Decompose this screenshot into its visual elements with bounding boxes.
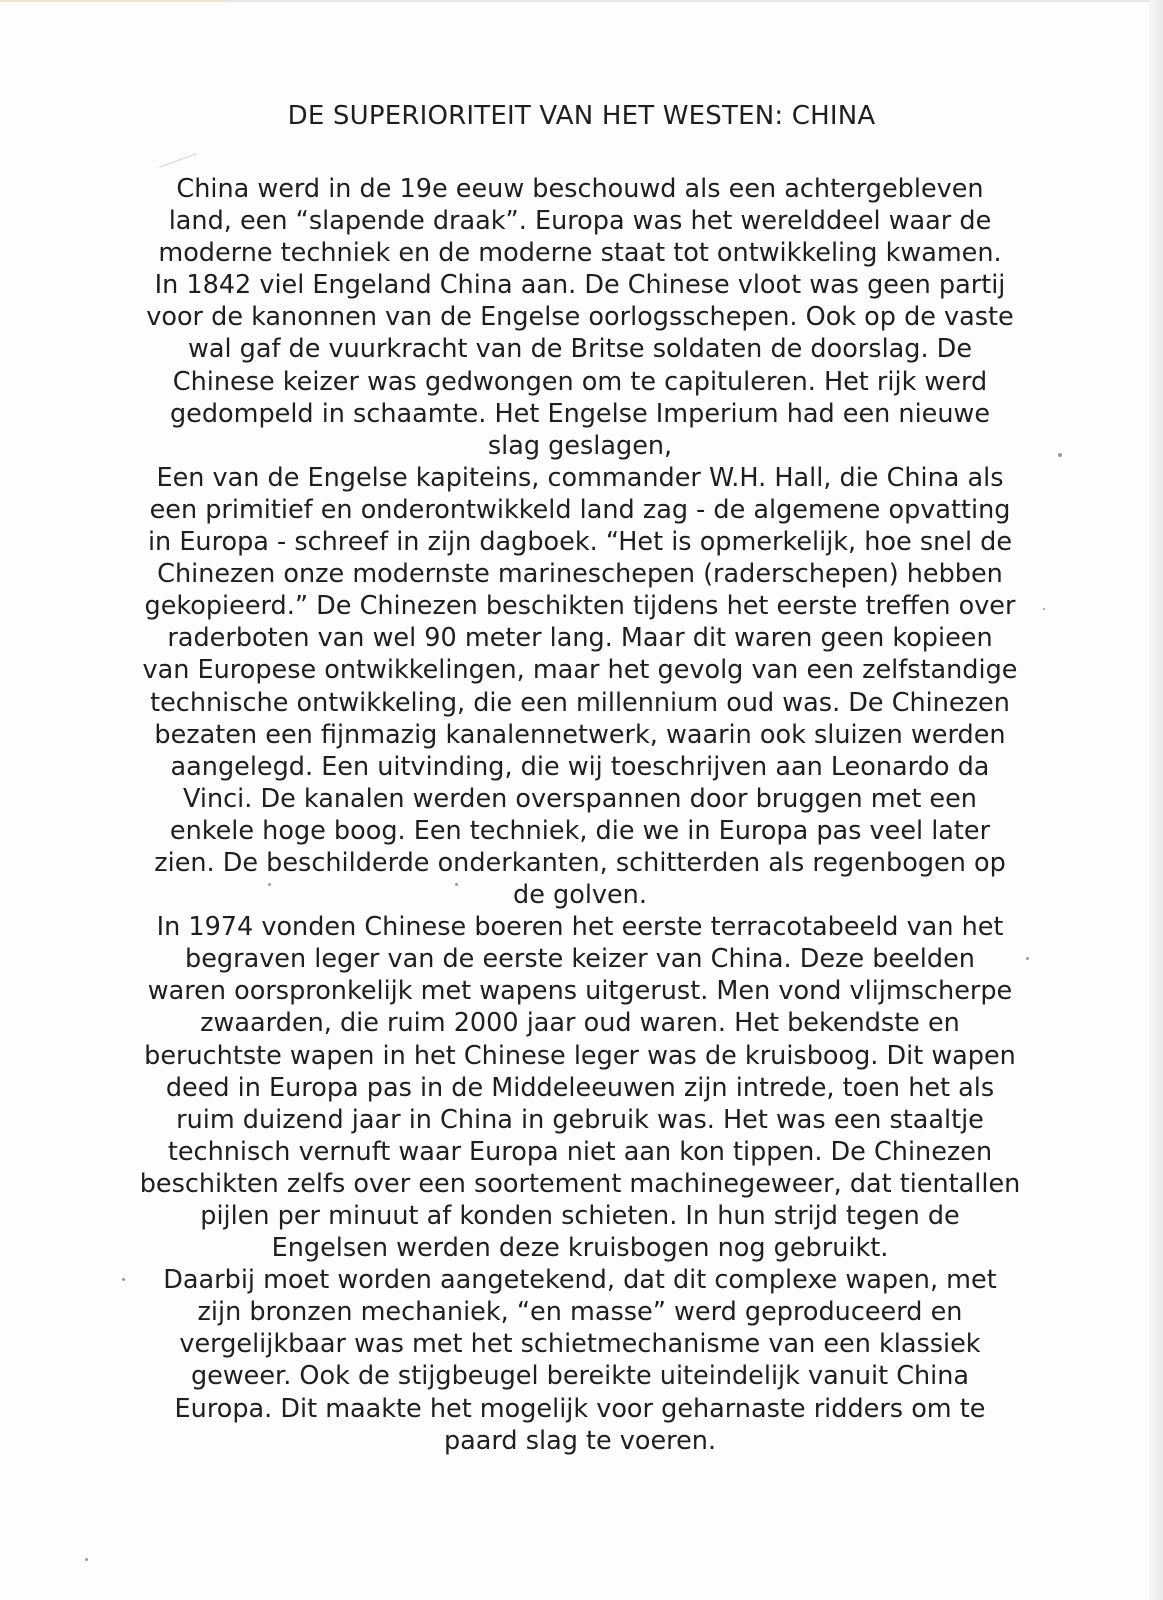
text-line: zien. De beschilderde onderkanten, schitterden als regenbogen op	[154, 847, 1006, 878]
scan-edge-right	[1149, 0, 1163, 1600]
text-line: zwaarden, die ruim 2000 jaar oud waren. Het bekendste en	[200, 1008, 960, 1039]
scan-speck	[122, 1278, 125, 1281]
text-line: Europa. Dit maakte het mogelijk voor geharnaste ridders om te	[174, 1393, 986, 1424]
text-line: geweer. Ook de stijgbeugel bereikte uiteindelijk vanuit China	[190, 1361, 970, 1392]
text-line: gekopieerd.” De Chinezen beschikten tijdens het eerste treffen over	[144, 591, 1016, 622]
text-line: vergelijkbaar was met het schietmechanisme van een klassiek	[179, 1329, 981, 1360]
scan-speck	[85, 1558, 88, 1561]
scan-speck	[268, 883, 271, 886]
text-line: deed in Europa pas in de Middeleeuwen zijn intrede, toen het als	[165, 1072, 995, 1103]
scan-edge-tint	[0, 0, 226, 2]
text-line: In 1974 vonden Chinese boeren het eerste terracotabeeld van het	[156, 912, 1004, 943]
text-line: Chinezen onze modernste marineschepen (raderschepen) hebben	[157, 559, 1003, 590]
text-line: zijn bronzen mechaniek, “en masse” werd geproduceerd en	[197, 1297, 963, 1328]
text-line: Daarbij moet worden aangetekend, dat dit complexe wapen, met	[163, 1265, 997, 1296]
text-line: gedompeld in schaamte. Het Engelse Imperium had een nieuwe	[169, 398, 991, 429]
text-line: beschikten zelfs over een soortement machinegeweer, dat tientallen	[139, 1168, 1021, 1199]
text-line: paard slag te voeren.	[443, 1425, 717, 1456]
text-line: enkele hoge boog. Een techniek, die we in Europa pas veel later	[169, 815, 991, 846]
text-line: waren oorspronkelijk met wapens uitgerust. Men vond vlijmscherpe	[147, 976, 1013, 1007]
text-line: ruim duizend jaar in China in gebruik was. Het was een staaltje	[176, 1104, 984, 1135]
text-line: een primitief en onderontwikkeld land zag - de algemene opvatting	[149, 494, 1011, 525]
text-line: voor de kanonnen van de Engelse oorlogsschepen. Ook op de vaste	[146, 302, 1014, 333]
scan-speck	[1043, 608, 1045, 610]
text-line: in Europa - schreef in zijn dagboek. “Het is opmerkelijk, hoe snel de	[147, 527, 1013, 558]
scan-speck	[1058, 453, 1062, 457]
text-line: technische ontwikkeling, die een millennium oud was. De Chinezen	[150, 687, 1010, 718]
page-title: DE SUPERIORITEIT VAN HET WESTEN: CHINA	[287, 101, 876, 131]
text-line: raderboten van wel 90 meter lang. Maar dit waren geen kopieen	[167, 623, 993, 654]
scan-speck	[455, 883, 458, 886]
text-line: begraven leger van de eerste keizer van China. Deze beelden	[185, 944, 975, 975]
text-line: bezaten een fijnmazig kanalennetwerk, waarin ook sluizen werden	[154, 719, 1006, 750]
text-line: Vinci. De kanalen werden overspannen door bruggen met een	[183, 783, 977, 814]
text-line: Chinese keizer was gedwongen om te capituleren. Het rijk werd	[172, 366, 988, 397]
text-line: wal gaf de vuurkracht van de Britse soldaten de doorslag. De	[187, 334, 973, 365]
text-line: Engelsen werden deze kruisbogen nog gebruikt.	[271, 1233, 889, 1264]
text-line: pijlen per minuut af konden schieten. In hun strijd tegen de	[200, 1201, 960, 1231]
text-line: land, een “slapende draak”. Europa was het werelddeel waar de	[168, 206, 992, 237]
text-line: slag geslagen,	[487, 430, 673, 461]
scan-edge-top	[0, 0, 1163, 2]
text-line: technisch vernuft waar Europa niet aan kon tippen. De Chinezen	[167, 1136, 993, 1167]
text-line: de golven.	[513, 880, 647, 911]
text-line: China werd in de 19e eeuw beschouwd als een achtergebleven	[176, 174, 984, 204]
text-line: In 1842 viel Engeland China aan. De Chinese vloot was geen partij	[154, 270, 1006, 301]
text-line: aangelegd. Een uitvinding, die wij toeschrijven aan Leonardo da	[170, 751, 990, 782]
text-line: van Europese ontwikkelingen, maar het gevolg van een zelfstandige	[142, 655, 1018, 686]
body-text	[90, 173, 1070, 1457]
text-line: beruchtste wapen in het Chinese leger was de kruisboog. Dit wapen	[144, 1040, 1016, 1071]
scan-speck	[1026, 957, 1029, 960]
text-line: moderne techniek en de moderne staat tot ontwikkeling kwamen.	[158, 238, 1002, 269]
scan-scratch	[159, 153, 197, 168]
text-line: Een van de Engelse kapiteins, commander W.H. Hall, die China als	[156, 462, 1004, 493]
